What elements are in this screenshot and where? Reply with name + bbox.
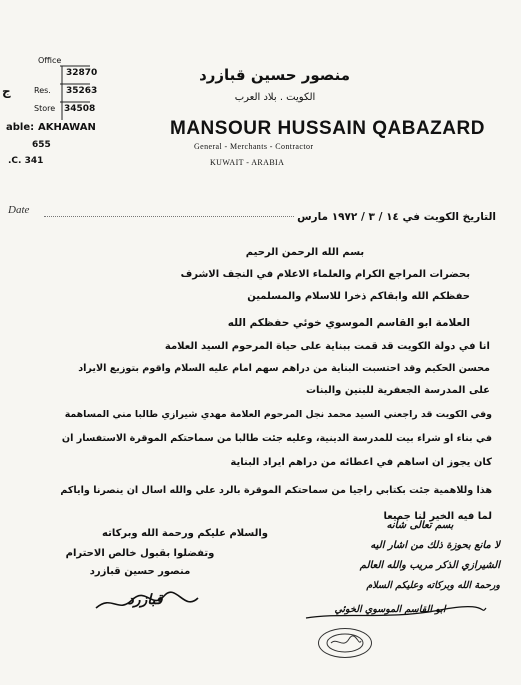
sender-signature-text: قبازرد [127, 592, 163, 608]
store-number: 34508 [64, 104, 96, 114]
body-line-11: هذا وللاهمية جئت بكتابي راجيا من سماحتكم الموقرة بالرد علي والله اسال ان ينصرنا واياكم [60, 485, 492, 496]
store-label: Store [34, 104, 56, 113]
left-edge-glyph: ج [2, 84, 11, 98]
body-line-8: وفي الكويت قد راجعني السيد محمد نجل المرحوم العلامة مهدي شيرازي طالبا مني المساهمة [64, 409, 492, 420]
office-label: Office [38, 56, 62, 65]
body-line-10: كان يجوز ان اساهم في اعطائه من دراهم ايراد البناية [230, 457, 492, 468]
body-line-6: محسن الحكيم وقد احتسبت البناية من دراهم سهم امام عليه السلام واقوم بتوزيع الايراد [78, 363, 490, 374]
company-name-arabic: منصور حسين قبازرد [199, 66, 350, 84]
reply-signature-underline [300, 598, 490, 622]
body-line-7: على المدرسة الجعفرية للبنين والبنات [306, 385, 490, 396]
body-line-2: بحضرات المراجع الكرام والعلماء الاعلام في النجف الاشرف [180, 269, 470, 280]
reply-line-1: بسم تعالى شأنه [386, 520, 454, 531]
date-label: Date [8, 204, 30, 216]
office-number: 32870 [66, 68, 98, 78]
round-seal-stamp [318, 628, 372, 658]
body-line-5: انا في دولة الكويت قد قمت ببناية على حياة المرحوم السيد العلامة [164, 341, 490, 352]
res-label: Res. [34, 86, 51, 95]
date-dotted-line [44, 216, 294, 217]
body-line-1: بسم الله الرحمن الرحيم [245, 247, 365, 258]
cable-value: AKHAWAN [38, 122, 96, 133]
reply-line-4: ورحمة الله وبركاته وعليكم السلام [366, 580, 500, 591]
reply-line-2: لا مانع بحوزة ذلك من اشار اليه [370, 540, 500, 551]
body-line-3: حفظكم الله وابقاكم ذخرا للاسلام والمسلمين [247, 291, 470, 302]
seal-inner-pattern [319, 629, 371, 657]
reply-line-3: الشيرازي الذكر مريب والله العالم [359, 560, 500, 571]
reply-signature: ابو القاسم الموسوي الخوئي [334, 604, 446, 615]
company-sub-arabic: الكويت . بلاد العرب [234, 92, 316, 103]
company-services: General - Merchants - Contractor [194, 142, 314, 151]
date-text: التاريخ الكويت في ١٤ / ٣ / ١٩٧٢ مارس [297, 211, 496, 223]
body-line-12: لما فيه الخير لنا جميعا [383, 511, 492, 522]
company-name-english: MANSOUR HUSSAIN QABAZARD [170, 118, 485, 139]
company-location: KUWAIT - ARABIA [210, 158, 285, 167]
cable-label: able: [6, 122, 35, 133]
closing-respect: وتفضلوا بقبول خالص الاحترام [65, 548, 215, 559]
res-number: 35263 [66, 86, 98, 96]
body-line-9: في بناء او شراء بيت للمدرسة الدينية، وعليه جئت طالبا من سماحتكم الموقرة الاستفسار ان [61, 433, 492, 444]
body-line-4: العلامة ابو القاسم الموسوي خوئي حفظكم الله [227, 317, 470, 329]
box-number-a: 655 [32, 140, 51, 150]
contact-box-lines [60, 58, 90, 120]
box-number-b: .C. 341 [8, 156, 44, 166]
closing-sender-name: منصور حسين قبازرد [89, 566, 191, 577]
closing-greeting: والسلام عليكم ورحمة الله وبركاته [102, 528, 268, 539]
sender-signature-scribble [92, 590, 202, 616]
